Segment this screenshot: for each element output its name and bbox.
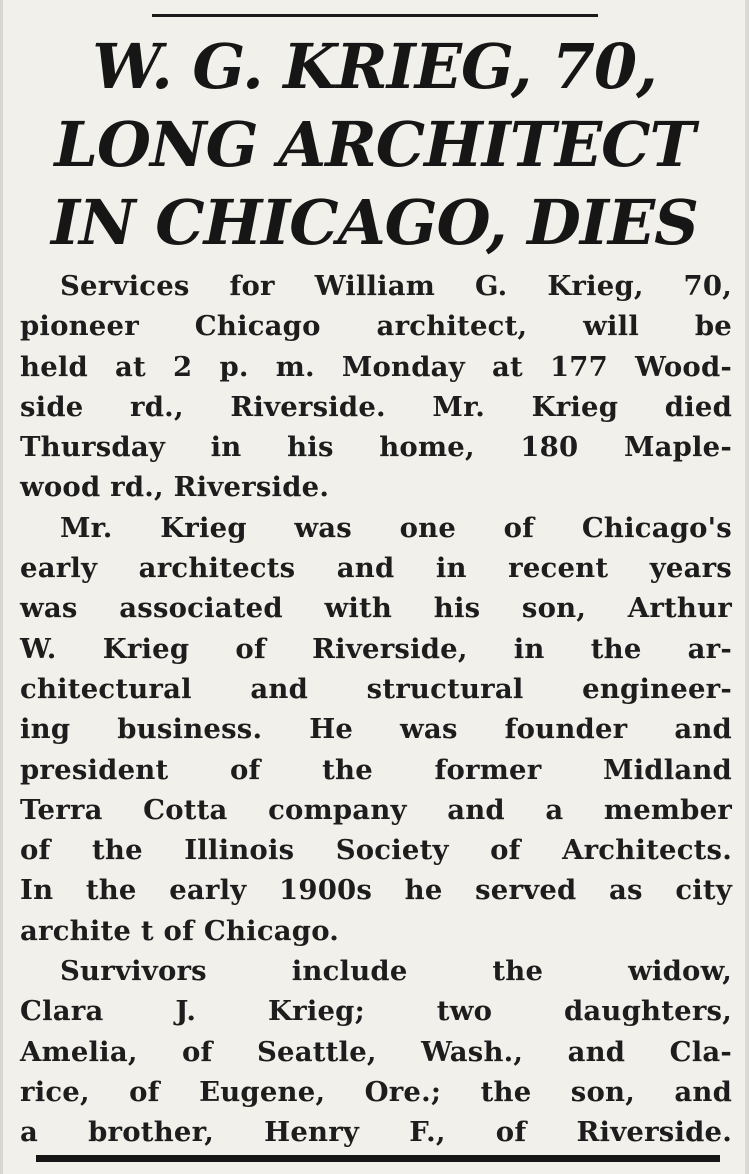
headline-line: IN CHICAGO, DIES	[51, 186, 698, 259]
top-rule	[152, 14, 598, 17]
text-line: archite t of Chicago.	[20, 914, 340, 947]
text-line: was associated with his son, Arthur	[20, 592, 732, 625]
text-line: W. Krieg of Riverside, in the ar-	[20, 632, 732, 665]
text-line: rice, of Eugene, Ore.; the son, and	[20, 1075, 732, 1108]
text-line: held at 2 p. m. Monday at 177 Wood-	[20, 350, 732, 383]
paragraph-survivors	[20, 951, 732, 1152]
text-line: chitectural and structural engineer-	[20, 672, 732, 705]
article-body	[20, 266, 732, 1153]
bottom-rule	[36, 1155, 720, 1162]
text-line: Terra Cotta company and a member	[20, 793, 732, 826]
headline	[0, 28, 749, 262]
text-line: pioneer Chicago architect, will be	[20, 310, 732, 343]
text-line: Amelia, of Seattle, Wash., and Cla-	[20, 1035, 732, 1068]
text-line: Survivors include the widow,	[60, 955, 732, 988]
text-line: ing business. He was founder and	[20, 713, 732, 746]
text-line: Clara J. Krieg; two daughters,	[20, 995, 732, 1028]
text-line: In the early 1900s he served as city	[20, 874, 732, 907]
text-line: Services for William G. Krieg, 70,	[60, 270, 732, 302]
text-line: side rd., Riverside. Mr. Krieg died	[20, 390, 732, 423]
headline-line: W. G. KRIEG, 70,	[92, 30, 657, 103]
text-line: Mr. Krieg was one of Chicago's	[60, 511, 732, 544]
paragraph-career	[20, 508, 732, 951]
headline-line: LONG ARCHITECT	[54, 108, 695, 181]
text-line: president of the former Midland	[20, 753, 732, 786]
paragraph-services	[20, 266, 732, 508]
text-line: of the Illinois Society of Architects.	[20, 834, 732, 867]
text-line: Thursday in his home, 180 Maple-	[20, 431, 732, 464]
text-line: early architects and in recent years	[20, 552, 732, 585]
text-line: a brother, Henry F., of Riverside.	[20, 1116, 732, 1149]
text-line: wood rd., Riverside.	[20, 471, 330, 504]
